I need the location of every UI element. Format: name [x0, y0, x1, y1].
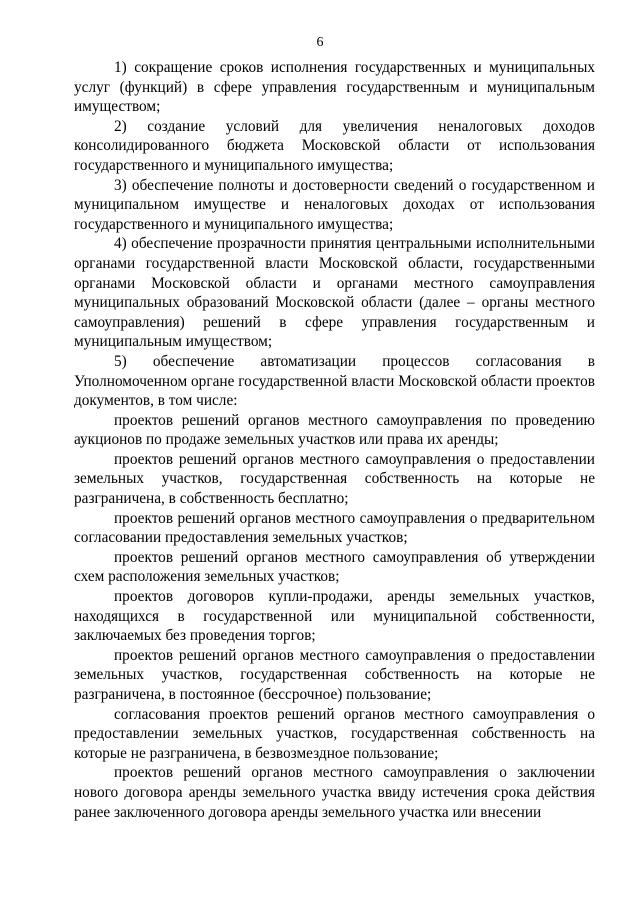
paragraph-new-lease-projects: проектов решений органов местного самоуправления о заключении нового договора аренды земельного участка ввиду истечения срока действия ранее заключенного договора аренды земельного участка или внесении [74, 764, 595, 821]
page-number: 6 [316, 35, 324, 50]
paragraph-permanent-use-projects: проектов решений органов местного самоуправления о предоставлении земельных участков, государственная собственность на которые не разграничена, в постоянное (бессрочное) пользование; [74, 646, 595, 703]
paragraph-auction-projects: проектов решений органов местного самоуправления по проведению аукционов по продаже земельных участков или права их аренды; [74, 411, 595, 449]
paragraph-item-2: 2) создание условий для увеличения неналоговых доходов консолидированного бюджета Московской области от использования государственного и муниципального имущества; [74, 117, 595, 174]
paragraph-preliminary-approval-projects: проектов решений органов местного самоуправления о предварительном согласовании предоставления земельных участков; [74, 509, 595, 547]
paragraph-gratuitous-use-approval: согласования проектов решений органов местного самоуправления о предоставлении земельных участков, государственная собственность на которые не разграничена, в безвозмездное пользование; [74, 705, 595, 762]
paragraph-item-5: 5) обеспечение автоматизации процессов согласования в Уполномоченном органе государственной власти Московской области проектов документов, в том числе: [74, 352, 595, 410]
paragraph-item-3: 3) обеспечение полноты и достоверности сведений о государственном и муниципальном имуществе и неналоговых доходах от использования государственного и муниципального имущества; [74, 176, 595, 233]
paragraph-free-ownership-projects: проектов решений органов местного самоуправления о предоставлении земельных участков, государственная собственность на которые не разграничена, в собственность бесплатно; [74, 450, 595, 508]
document-body [74, 58, 595, 822]
paragraph-layout-scheme-projects: проектов решений органов местного самоуправления об утверждении схем расположения земельных участков; [74, 548, 595, 586]
paragraph-item-1: 1) сокращение сроков исполнения государственных и муниципальных услуг (функций) в сфере управления государственным и муниципальным имуществом; [74, 59, 595, 116]
paragraph-sale-lease-contracts: проектов договоров купли-продажи, аренды земельных участков, находящихся в государственной или муниципальной собственности, заключаемых без проведения торгов; [74, 588, 595, 645]
paragraph-item-4: 4) обеспечение прозрачности принятия центральными исполнительными органами государственной власти Московской области, государственными органами Московской области и органами местного самоуправления муниципальных образований Московской области (далее – органы местного самоуправления) решений в сфере управления государственным и муниципальным имуществом; [74, 235, 595, 351]
